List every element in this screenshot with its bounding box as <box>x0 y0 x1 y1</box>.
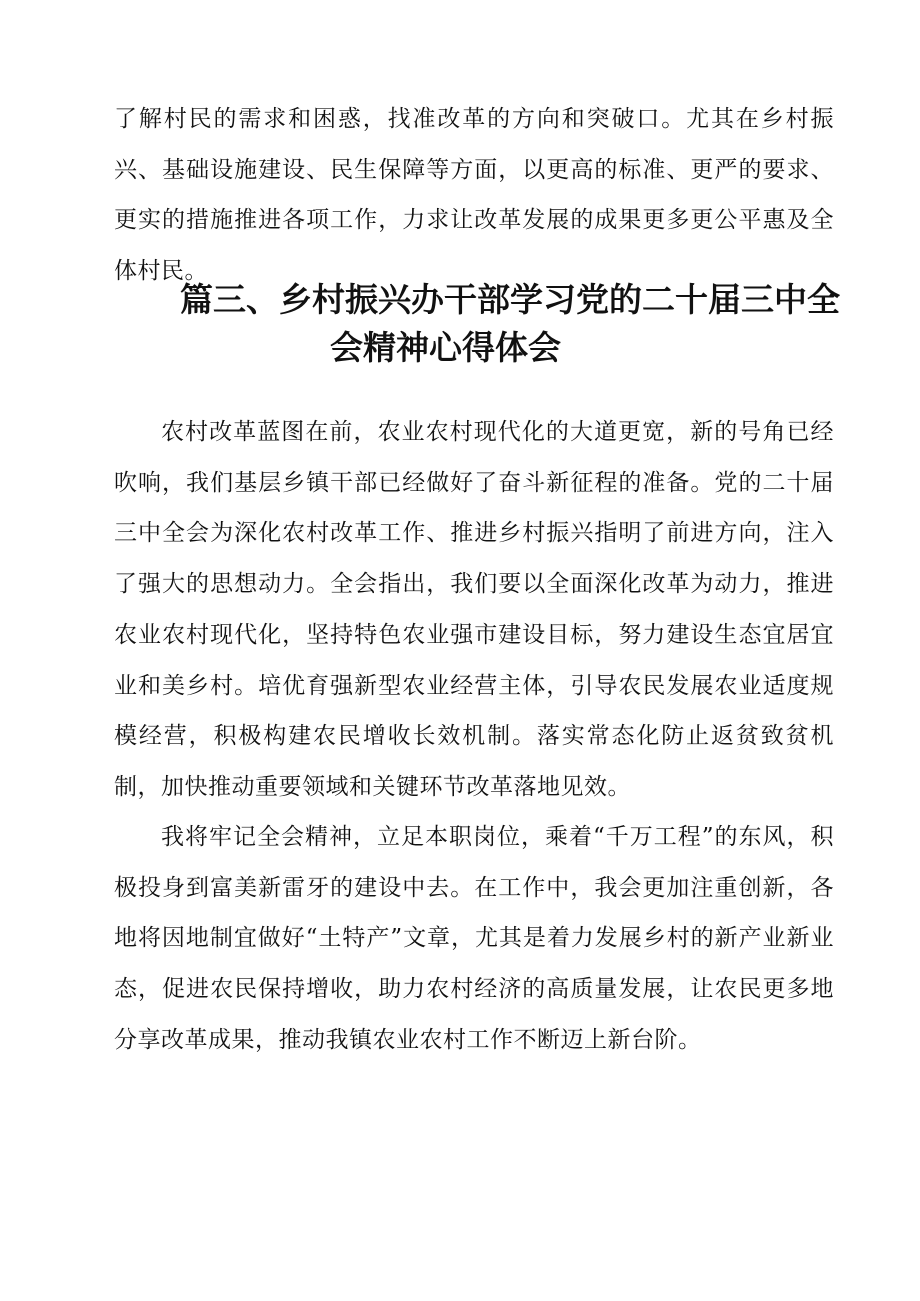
section-title-line-1: 篇三、乡村振兴办干部学习党的二十届三中全 <box>180 280 840 319</box>
section-title-line-2: 会精神心得体会 <box>330 328 561 367</box>
paragraph-1: 农村改革蓝图在前，农业农村现代化的大道更宽，新的号角已经吹响，我们基层乡镇干部已经做好了奋斗新征程的准备。党的二十届三中全会为深化农村改革工作、推进乡村振兴指明了前进方向，注入了强大的思想动力。全会指出，我们要以全面深化改革为动力，推进农业农村现代化，坚持特色农业强市建设目标，努力建设生态宜居宜业和美乡村。培优育强新型农业经营主体，引导农民发展农业适度规模经营，积极构建农民增收长效机制。落实常态化防止返贫致贫机制，加快推动重要领域和关键环节改革落地见效。 <box>114 419 834 800</box>
paragraph-continued: 了解村民的需求和困惑，找准改革的方向和突破口。尤其在乡村振兴、基础设施建设、民生保障等方面，以更高的标准、更严的要求、更实的措施推进各项工作，力求让改革发展的成果更多更公平惠及全体村民。 <box>114 106 834 285</box>
paragraph-2: 我将牢记全会精神，立足本职岗位，乘着“千万工程”的东风，积极投身到富美新雷牙的建设中去。在工作中，我会更加注重创新，各地将因地制宜做好“土特产”文章，尤其是着力发展乡村的新产业新业态，促进农民保持增收，助力农村经济的高质量发展，让农民更多地分享改革成果，推动我镇农业农村工作不断迈上新台阶。 <box>114 824 834 1053</box>
section-title <box>180 276 840 372</box>
